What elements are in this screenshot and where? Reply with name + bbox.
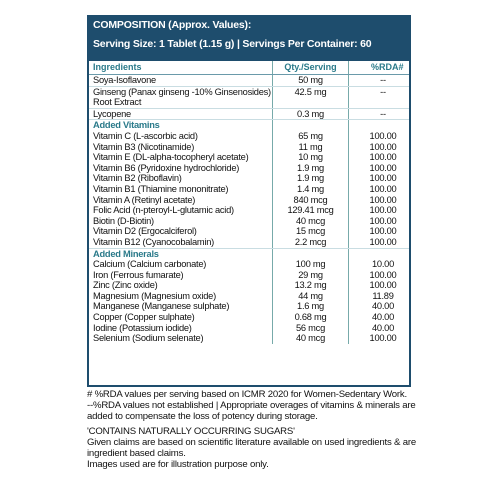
ingredient-name: Vitamin D2 (Ergocalciferol) — [89, 226, 273, 237]
ingredient-name: Lycopene — [89, 109, 273, 120]
ingredient-name: Vitamin B2 (Riboflavin) — [89, 173, 273, 184]
ingredient-name: Vitamin C (L-ascorbic acid) — [89, 131, 273, 142]
ingredient-qty: 840 mcg — [273, 195, 349, 206]
table-row — [89, 333, 409, 344]
ingredient-qty: 1.6 mg — [273, 301, 349, 312]
empty-cell — [349, 120, 409, 131]
table-row — [89, 226, 409, 237]
table-row — [89, 142, 409, 153]
table-row — [89, 259, 409, 270]
ingredient-rda: 100.00 — [369, 152, 397, 163]
table-row — [89, 152, 409, 163]
table-row — [89, 131, 409, 142]
footnotes — [87, 389, 417, 470]
table-row — [89, 312, 409, 323]
col-rda: %RDA# — [371, 62, 404, 72]
ingredient-name: Vitamin B12 (Cyanocobalamin) — [89, 237, 273, 248]
ingredient-qty: 29 mg — [273, 270, 349, 281]
ingredient-rda: 100.00 — [369, 162, 397, 173]
ingredient-qty: 11 mg — [273, 142, 349, 153]
table-row — [89, 108, 409, 120]
empty-cell — [273, 120, 349, 131]
ingredient-rda: -- — [380, 108, 386, 119]
ingredient-name: Zinc (Zinc oxide) — [89, 280, 273, 291]
ingredient-name: Calcium (Calcium carbonate) — [89, 259, 273, 270]
ingredient-qty: 129.41 mcg — [273, 205, 349, 216]
empty-cell — [273, 249, 349, 260]
ingredient-name: Magnesium (Magnesium oxide) — [89, 291, 273, 302]
ingredient-rda: 100.00 — [369, 269, 397, 280]
column-headers — [89, 61, 409, 75]
ingredient-rda: 100.00 — [369, 205, 397, 216]
ingredient-name: Root Extract — [89, 97, 273, 108]
ingredient-qty: 2.2 mcg — [273, 237, 349, 248]
ingredient-rda: 100.00 — [369, 194, 397, 205]
ingredient-name: Ginseng (Panax ginseng -10% Ginsenosides) — [89, 87, 273, 98]
ingredient-qty: 44 mg — [273, 291, 349, 302]
ingredient-rda: 40.00 — [371, 301, 394, 312]
ingredient-name: Manganese (Manganese sulphate) — [89, 301, 273, 312]
ingredient-qty: 15 mcg — [273, 226, 349, 237]
ingredient-qty — [273, 97, 349, 108]
table-row — [89, 75, 409, 86]
ingredient-rda: 10.00 — [371, 259, 394, 270]
ingredient-rda: 100.00 — [369, 226, 397, 237]
ingredient-name: Vitamin B6 (Pyridoxine hydrochloride) — [89, 163, 273, 174]
ingredient-rda: 100.00 — [369, 130, 397, 141]
note-rda-basis: # %RDA values per serving based on ICMR 2020 for Women-Sedentary Work. — [87, 389, 407, 400]
ingredient-name: Vitamin B3 (Nicotinamide) — [89, 142, 273, 153]
empty-cell — [349, 249, 409, 260]
ingredient-rda — [349, 97, 409, 108]
ingredient-name: Vitamin E (DL-alpha-tocopheryl acetate) — [89, 152, 273, 163]
ingredient-rda: 40.00 — [371, 312, 394, 323]
ingredient-rda: 100.00 — [369, 141, 397, 152]
table-row — [89, 173, 409, 184]
note-overages: --%RDA values not established | Appropriate overages of vitamins & minerals are added to compensate the loss of potency during storage. — [87, 400, 416, 423]
section-minerals — [89, 248, 409, 260]
table-row — [89, 237, 409, 248]
ingredient-rows — [89, 75, 409, 344]
ingredient-name: Vitamin B1 (Thiamine mononitrate) — [89, 184, 273, 195]
ingredient-qty: 65 mg — [273, 131, 349, 142]
ingredient-rda: -- — [380, 86, 386, 97]
table-row — [89, 301, 409, 312]
table-row — [89, 163, 409, 174]
ingredient-rda: 100.00 — [369, 173, 397, 184]
ingredient-qty: 0.3 mg — [273, 109, 349, 120]
ingredient-qty: 1.4 mg — [273, 184, 349, 195]
ingredient-qty: 40 mcg — [273, 216, 349, 227]
ingredient-name: Folic Acid (n-pteroyl-L-glutamic acid) — [89, 205, 273, 216]
serving-info: Serving Size: 1 Tablet (1.15 g) | Servings Per Container: 60 — [93, 38, 372, 50]
section-vitamins — [89, 119, 409, 131]
ingredient-name: Copper (Copper sulphate) — [89, 312, 273, 323]
ingredient-qty: 100 mg — [273, 259, 349, 270]
table-row — [89, 184, 409, 195]
ingredient-name: Selenium (Sodium selenate) — [89, 333, 273, 344]
ingredient-rda: 11.89 — [372, 290, 394, 301]
ingredient-qty: 56 mcg — [273, 323, 349, 334]
ingredient-qty: 50 mg — [273, 75, 349, 86]
composition-title: COMPOSITION (Approx. Values): — [93, 19, 252, 31]
table-row — [89, 195, 409, 206]
ingredient-rda: 100.00 — [369, 215, 397, 226]
col-ingredients: Ingredients — [89, 61, 273, 74]
ingredient-qty: 1.9 mg — [273, 173, 349, 184]
ingredient-qty: 0.68 mg — [273, 312, 349, 323]
ingredient-rda: 100.00 — [369, 236, 397, 247]
ingredient-qty: 10 mg — [273, 152, 349, 163]
note-images: Images used are for illustration purpose only. — [87, 459, 269, 471]
ingredient-rda: -- — [380, 75, 386, 85]
table-row — [89, 97, 409, 108]
table-row — [89, 270, 409, 281]
ingredient-name: Biotin (D-Biotin) — [89, 216, 273, 227]
ingredient-qty: 40 mcg — [273, 333, 349, 344]
ingredient-rda: 100.00 — [369, 280, 397, 291]
ingredient-qty: 42.5 mg — [273, 87, 349, 98]
table-row — [89, 205, 409, 216]
note-sugars: 'CONTAINS NATURALLY OCCURRING SUGARS' — [87, 425, 295, 437]
table-row — [89, 216, 409, 227]
ingredient-qty: 13.2 mg — [273, 280, 349, 291]
table-row — [89, 291, 409, 302]
ingredient-name: Iron (Ferrous fumarate) — [89, 270, 273, 281]
ingredient-name: Soya-Isoflavone — [89, 75, 273, 86]
ingredient-name: Iodine (Potassium iodide) — [89, 323, 273, 334]
ingredient-name: Vitamin A (Retinyl acetate) — [89, 195, 273, 206]
table-row — [89, 323, 409, 334]
ingredient-rda: 40.00 — [371, 322, 394, 333]
composition-header — [89, 17, 409, 61]
ingredient-rda: 100.00 — [369, 333, 397, 344]
note-claims: Given claims are based on scientific literature available on used ingredients & are ingredient based claims. — [87, 436, 416, 460]
table-row — [89, 86, 409, 98]
ingredient-rda: 100.00 — [369, 183, 397, 194]
table-row — [89, 280, 409, 291]
ingredient-qty: 1.9 mg — [273, 163, 349, 174]
composition-panel — [87, 15, 411, 387]
section-minerals-label: Added Minerals — [89, 249, 273, 260]
section-vitamins-label: Added Vitamins — [89, 120, 273, 131]
col-qty: Qty./Serving — [273, 61, 349, 74]
